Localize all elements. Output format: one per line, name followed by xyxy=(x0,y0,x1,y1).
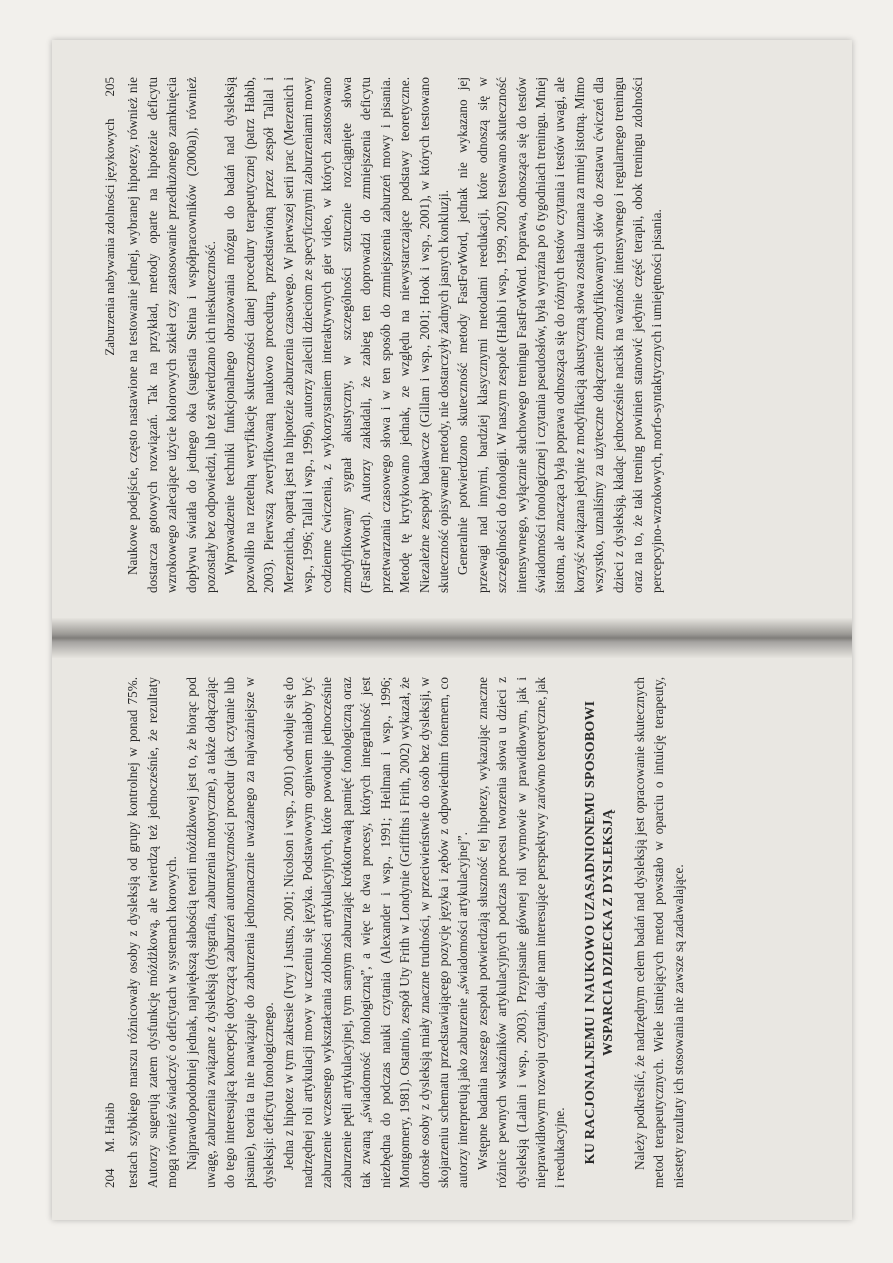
paragraph: Wstępne badania naszego zespołu potwierdzają słuszność tej hipotezy, wykazując znaczne różnice pewnych wskaźników artykulacyjnych podczas procesu tworzenia słowa u dzieci z dysleksją (Lalain i wsp., 2003). Przypisanie głównej roli wymowie w prawidłowym, jak i nieprawidłowym rozwoju czytania, daje nam interesujące perspektywy zarówno teoretyczne, jak i reedukacyjne. xyxy=(474,677,568,1188)
section-heading: KU RACJONALNEMU I NAUKOWO UZASADNIONEMU SPOSOBOWI WSPARCIA DZIECKA Z DYSLEKSJĄ xyxy=(582,700,616,1165)
page-header xyxy=(100,77,119,593)
paragraph: testach szybkiego marszu różnicowały osoby z dysleksją od grupy kontrolnej w ponad 75%. Autorzy sugerują zatem dysfunkcję móżdżkową, ale twierdzą też jednocześnie, że rezultaty mogą również świadczyć o deficytach w systemach korowych. xyxy=(125,677,180,1188)
page-205 xyxy=(82,55,822,615)
page-number: 205 xyxy=(102,77,117,97)
running-title: Zaburzenia nabywania zdolności językowych xyxy=(102,118,117,356)
paragraph: Generalnie potwierdzono skuteczność metody FastForWord, jednak nie wykazano jej przewagi nad innymi, bardziej klasycznymi metodami reedukacji, które odnoszą się w szczególności do fonologii. W naszym zespole (Habib i wsp., 1999, 2002) testowano skuteczność intensywnego, wyłącznie słuchowego treningu FastForWord. Poprawa, odnosząca się do testów świadomości fonologicznej i czytania pseudosłów, była wyraźna po 6 tygodniach treningu. Mniej istotna, ale znacząca była poprawa odnosząca się do różnych testów czytania i testów uwagi, ale korzyść związana jedynie z modyfikacją akustyczną słowa została uznana za mniej istotną. Mimo wszystko, uznaliśmy za użyteczne dołączenie zmodyfikowanych słów do zestawu ćwiczeń dla dzieci z dysleksją, kładąc jednocześnie nacisk na ważność intensywnego i regularnego treningu oraz na to, że taki trening powinien stanowić jedynie część terapii, obok treningu zdolności percepcyjno-wzrokowych, morfo-syntaktycznych i umiejętności pisania. xyxy=(455,77,665,593)
paragraph: Wprowadzenie techniki funkcjonalnego obrazowania mózgu do badań nad dysleksją pozwoliło na rzetelną weryfikację skuteczności danej procedury terapeutycznej (patrz Habib, 2003). Pierwszą zweryfikowaną naukowo procedurą, przedstawioną przez zespół Tallal i Merzenicha, opartą jest na hipotezie zaburzenia czasowego. W pierwszej serii prac (Merzenich i wsp., 1996; Tallal i wsp., 1996), autorzy zalecili dzieciom ze specyficznymi zaburzeniami mowy codzienne ćwiczenia, z wykorzystaniem interaktywnych gier video, w których zastosowano zmodyfikowany sygnał akustyczny, w szczególności sztucznie rozciągnięte słowa (FastForWord). Autorzy zakładali, że zabieg ten doprowadzi do zmniejszenia deficytu przetwarzania czasowego słowa i w ten sposób do zmniejszenia zaburzeń mowy i pisania. Metodę tę krytykowano jednak, ze względu na niewystarczające podstawy teoretyczne. Niezależne zespoły badawcze (Gillam i wsp., 2001; Hook i wsp., 2001), w których testowano skuteczność opisywanej metody, nie dostarczyły żadnych jasnych konkluzji. xyxy=(222,77,451,593)
paragraph: Jedna z hipotez w tym zakresie (Ivry i Justus, 2001; Nicolson i wsp., 2001) odwołuje się do nadrzędnej roli artykulacji mowy w uczeniu się języka. Podstawowym ogniwem miałoby być zaburzenie wczesnego wykształcania zdolności artykulacyjnych, które powoduje jednocześnie zaburzenie pętli artykulacyjnej, tym samym zaburzając krótkotrwałą pamięć fonologiczną oraz tak zwaną „świadomość fonologiczną”, a więc te dwa procesy, których integralność jest niezbędna do podczas nauki czytania (Alexander i wsp., 1991; Heilman i wsp., 1996; Montgomery, 1981). Ostatnio, zespół Uty Frith w Londynie (Griffiths i Frith, 2002) wykazał, że dorosłe osoby z dysleksją miały znaczne trudności, w przeciwieństwie do osób bez dysleksji, w skojarzeniu schematu przedstawiającego pozycję języka i zębów z odpowiednim fonemem, co autorzy interpretują jako zaburzenie „świadomości artykulacyjnej”. xyxy=(280,677,471,1188)
book-spread xyxy=(52,40,852,1220)
running-author: M. Habib xyxy=(102,1102,117,1153)
paragraph: Naukowe podejście, często nastawione na testowanie jednej, wybranej hipotezy, również nie dostarcza gotowych rozwiązań. Tak na przykład, metody oparte na hipotezie deficytu wzrokowego zalecające użycie kolorowych szkieł czy zastosowanie przedłużonego zamknięcia dopływu światła do jednego oka (sugestia Steina i współpracowników (2000a)), również pozostały bez odpowiedzi, lub też stwierdzano ich nieskuteczność. xyxy=(125,77,219,593)
page-header xyxy=(100,677,119,1188)
book-spine xyxy=(52,618,852,658)
page-number: 204 xyxy=(102,1168,117,1188)
page-204 xyxy=(82,655,822,1210)
paragraph: Najprawdopodobniej jednak, największą słabością teorii móżdżkowej jest to, że biorąc pod uwagę, zaburzenia związane z dysleksją (dysgrafia, zaburzenia motoryczne), a także dołączając do tego interesującą koncepcję dotyczącą zaburzeń automatyczności procedur (jak czytanie lub pisanie), teoria ta nie nawiązuje do zaburzenia jednoznacznie uważanego za najważniejsze w dysleksji: deficytu fonologicznego. xyxy=(183,677,277,1188)
paragraph: Należy podkreślić, że nadrzędnym celem badań nad dysleksją jest opracowanie skutecznych metod terapeutycznych. Wiele istniejących metod powstało w oparciu o intuicję terapeuty, niestety rezultaty ich stosowania nie zawsze są zadawalające. xyxy=(631,677,686,1188)
